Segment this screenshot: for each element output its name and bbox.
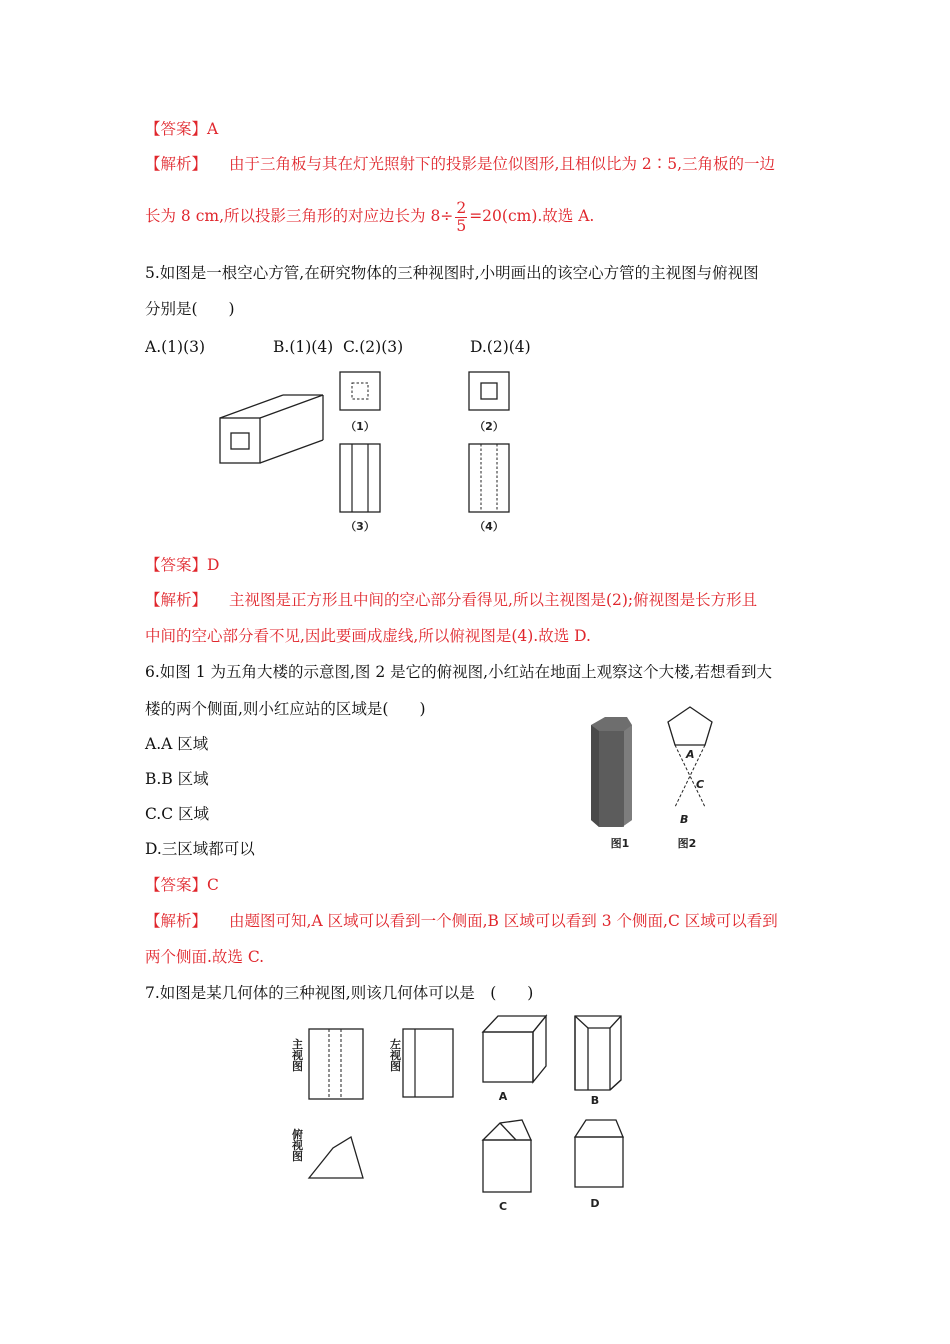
- q5-view-2: [467, 370, 517, 440]
- analysis-label: 【解析】: [145, 912, 208, 930]
- analysis-text: 主视图是正方形且中间的空心部分看得见,所以主视图是(2);俯视图是长方形且: [229, 591, 758, 609]
- q6-analysis-line1: [145, 910, 778, 932]
- q7-top-view-label: 俯视图: [290, 1128, 304, 1162]
- q6-option-d: D.三区域都可以: [145, 840, 255, 858]
- q6-building-figure: [585, 715, 645, 855]
- q5-view-2-label: （2）: [474, 420, 504, 433]
- q7-left-view-label: 左视图: [388, 1038, 402, 1072]
- q5-option-a: A.(1)(3): [145, 338, 206, 356]
- q6-analysis-line2: 两个侧面.故选 C.: [145, 948, 265, 966]
- q5-hollow-tube-figure: [210, 385, 330, 475]
- analysis-text: 长为 8 cm,所以投影三角形的对应边长为 8÷: [145, 207, 454, 225]
- analysis-label: 【解析】: [145, 591, 208, 609]
- analysis-label: 【解析】: [145, 155, 208, 173]
- answer-value: A: [207, 120, 219, 138]
- q5-view-3: [338, 442, 388, 537]
- q6-option-a: A.A 区域: [145, 735, 209, 753]
- q6-stem-line2: 楼的两个侧面,则小红应站的区域是( ): [145, 700, 426, 718]
- analysis-text: =20(cm).故选 A.: [469, 207, 595, 225]
- q7-stem: 7.如图是某几何体的三种视图,则该几何体可以是 ( ): [145, 984, 534, 1002]
- answer-value: C: [207, 876, 219, 894]
- q5-analysis-line1: [145, 589, 757, 611]
- q5-analysis-line2: 中间的空心部分看不见,因此要画成虚线,所以俯视图是(4).故选 D.: [145, 627, 591, 645]
- q6-top-view-figure: [655, 702, 750, 852]
- q4-analysis-line2: [145, 196, 594, 236]
- q6-fig1-caption: 图1: [610, 837, 630, 850]
- q6-answer: [145, 874, 219, 896]
- fraction-denominator: 5: [456, 216, 467, 235]
- q7-choice-a-label: A: [498, 1090, 508, 1103]
- q4-answer: [145, 118, 218, 140]
- q7-top-view: [285, 1130, 370, 1190]
- q4-analysis-line1: [145, 153, 775, 175]
- answer-label: 【答案】: [145, 556, 208, 574]
- q5-stem-line2: 分别是( ): [145, 300, 235, 318]
- q7-choice-c-figure: [478, 1118, 543, 1218]
- q5-answer: [145, 554, 219, 576]
- q5-view-3-label: （3）: [345, 520, 375, 533]
- fraction: [455, 200, 467, 235]
- q6-option-c: C.C 区域: [145, 805, 210, 823]
- q6-stem-line1: 6.如图 1 为五角大楼的示意图,图 2 是它的俯视图,小红站在地面上观察这个大楼,若想看到大: [145, 663, 773, 681]
- q5-option-b: B.(1)(4): [273, 338, 334, 356]
- q7-left-view: [383, 1025, 463, 1105]
- q6-region-c-label: C: [696, 778, 705, 791]
- fraction-numerator: 2: [456, 198, 467, 217]
- answer-label: 【答案】: [145, 120, 208, 138]
- q7-choice-d-figure: [570, 1115, 635, 1215]
- answer-label: 【答案】: [145, 876, 208, 894]
- q5-view-4-label: （4）: [474, 520, 504, 533]
- q6-option-b: B.B 区域: [145, 770, 209, 788]
- q6-region-b-label: B: [680, 813, 689, 826]
- q7-choice-d-label: D: [590, 1197, 600, 1210]
- q6-fig2-caption: 图2: [677, 837, 697, 850]
- q7-choice-a-figure: [478, 1012, 553, 1107]
- analysis-text: 由于三角板与其在灯光照射下的投影是位似图形,且相似比为 2∶5,三角板的一边: [229, 155, 776, 173]
- q5-option-d: D.(2)(4): [470, 338, 531, 356]
- answer-value: D: [207, 556, 220, 574]
- analysis-text: 由题图可知,A 区域可以看到一个侧面,B 区域可以看到 3 个侧面,C 区域可以看到: [229, 912, 778, 930]
- q7-choice-b-figure: [570, 1012, 635, 1107]
- q7-choice-b-label: B: [590, 1094, 600, 1107]
- q5-view-1-label: （1）: [345, 420, 375, 433]
- q7-front-view-label: 主视图: [290, 1038, 304, 1072]
- q5-view-1: [338, 370, 388, 440]
- q5-option-c: C.(2)(3): [343, 338, 404, 356]
- q6-region-a-label: A: [686, 748, 695, 761]
- q5-stem-line1: 5.如图是一根空心方管,在研究物体的三种视图时,小明画出的该空心方管的主视图与俯视图: [145, 264, 759, 282]
- q5-view-4: [467, 442, 517, 537]
- q7-front-view: [285, 1025, 370, 1105]
- q7-choice-c-label: C: [498, 1200, 508, 1213]
